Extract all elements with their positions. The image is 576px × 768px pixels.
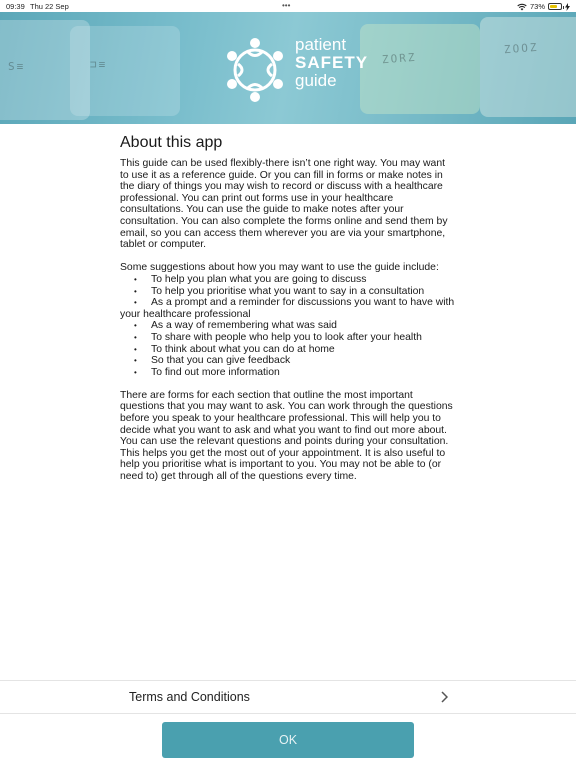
list-item: • To help you prioritise what you want to say in a consultation — [120, 286, 456, 298]
list-item: • As a prompt and a reminder for discussions you want to have with — [120, 297, 456, 309]
list-item-continuation: your healthcare professional — [120, 308, 251, 320]
chevron-right-icon — [440, 691, 448, 703]
status-date: Thu 22 Sep — [30, 2, 69, 11]
list-item: • As a way of remembering what was said — [120, 320, 456, 332]
battery-fill — [550, 5, 557, 8]
pill-box-label: S≡ — [8, 60, 26, 73]
ok-button[interactable]: OK — [162, 722, 414, 758]
about-content — [120, 134, 456, 483]
status-time: 09:39 — [6, 2, 25, 11]
logo-wordmark — [295, 36, 368, 90]
battery-percent: 73% — [529, 2, 545, 11]
pill-box-label: ZOOZ — [503, 40, 539, 57]
terms-label: Terms and Conditions — [129, 690, 250, 704]
list-item: • To think about what you can do at home — [120, 344, 456, 356]
pill-box-graphic — [360, 24, 480, 114]
battery-icon — [548, 3, 562, 10]
pill-box-graphic — [70, 26, 180, 116]
logo-text-guide: guide — [295, 71, 337, 90]
multitasking-dots[interactable]: ••• — [282, 1, 291, 10]
wifi-icon — [517, 3, 527, 11]
status-right — [517, 2, 570, 11]
list-item: • So that you can give feedback — [120, 355, 456, 367]
suggestions-intro: Some suggestions about how you may want to use the guide include: — [120, 262, 439, 274]
pill-box-graphic — [480, 17, 576, 117]
intro-paragraph: This guide can be used flexibly-there isn’t one right way. You may want to use it as a reference guide. Or you can fill in forms or make notes in the diary of things you may wish to record or discuss with a healthcare professional. You can print out forms use in your healthcare consultations. You can use the guide to make notes after your consultation. You can also complete the forms online and send them by email, so you can access them wherever you are via your smartphone, tablet or computer. — [120, 158, 448, 251]
charging-icon — [565, 3, 570, 11]
suggestions-list-continued — [120, 320, 456, 378]
list-item: • To help you plan what you are going to discuss — [120, 274, 456, 286]
forms-paragraph: There are forms for each section that outline the most important questions that you may want to ask. You can work through the questions before you speak to your healthcare professional. This will help you to decide what you want to ask and what you want to find out more about. You can use the relevant questions and points during your consultation. This helps you get the most out of your appointment. It is also useful to help you prioritise what is important to you. You may not be able to (or need to) get through all of the questions every time. — [120, 389, 453, 483]
logo-text-safety: SAFETY — [295, 53, 369, 72]
logo-text-patient: patient — [295, 35, 347, 54]
suggestions-list — [120, 274, 456, 309]
terms-and-conditions-row[interactable] — [0, 681, 576, 713]
pill-box-label: ⊐≡ — [90, 58, 108, 71]
status-bar — [0, 0, 576, 12]
list-item: • To share with people who help you to look after your health — [120, 332, 456, 344]
patient-safety-logo-icon — [220, 34, 290, 104]
header-banner — [0, 12, 576, 124]
divider — [0, 713, 576, 714]
page-title: About this app — [120, 134, 223, 151]
pill-box-label: ZORZ — [381, 50, 417, 67]
list-item: • To find out more information — [120, 367, 456, 379]
